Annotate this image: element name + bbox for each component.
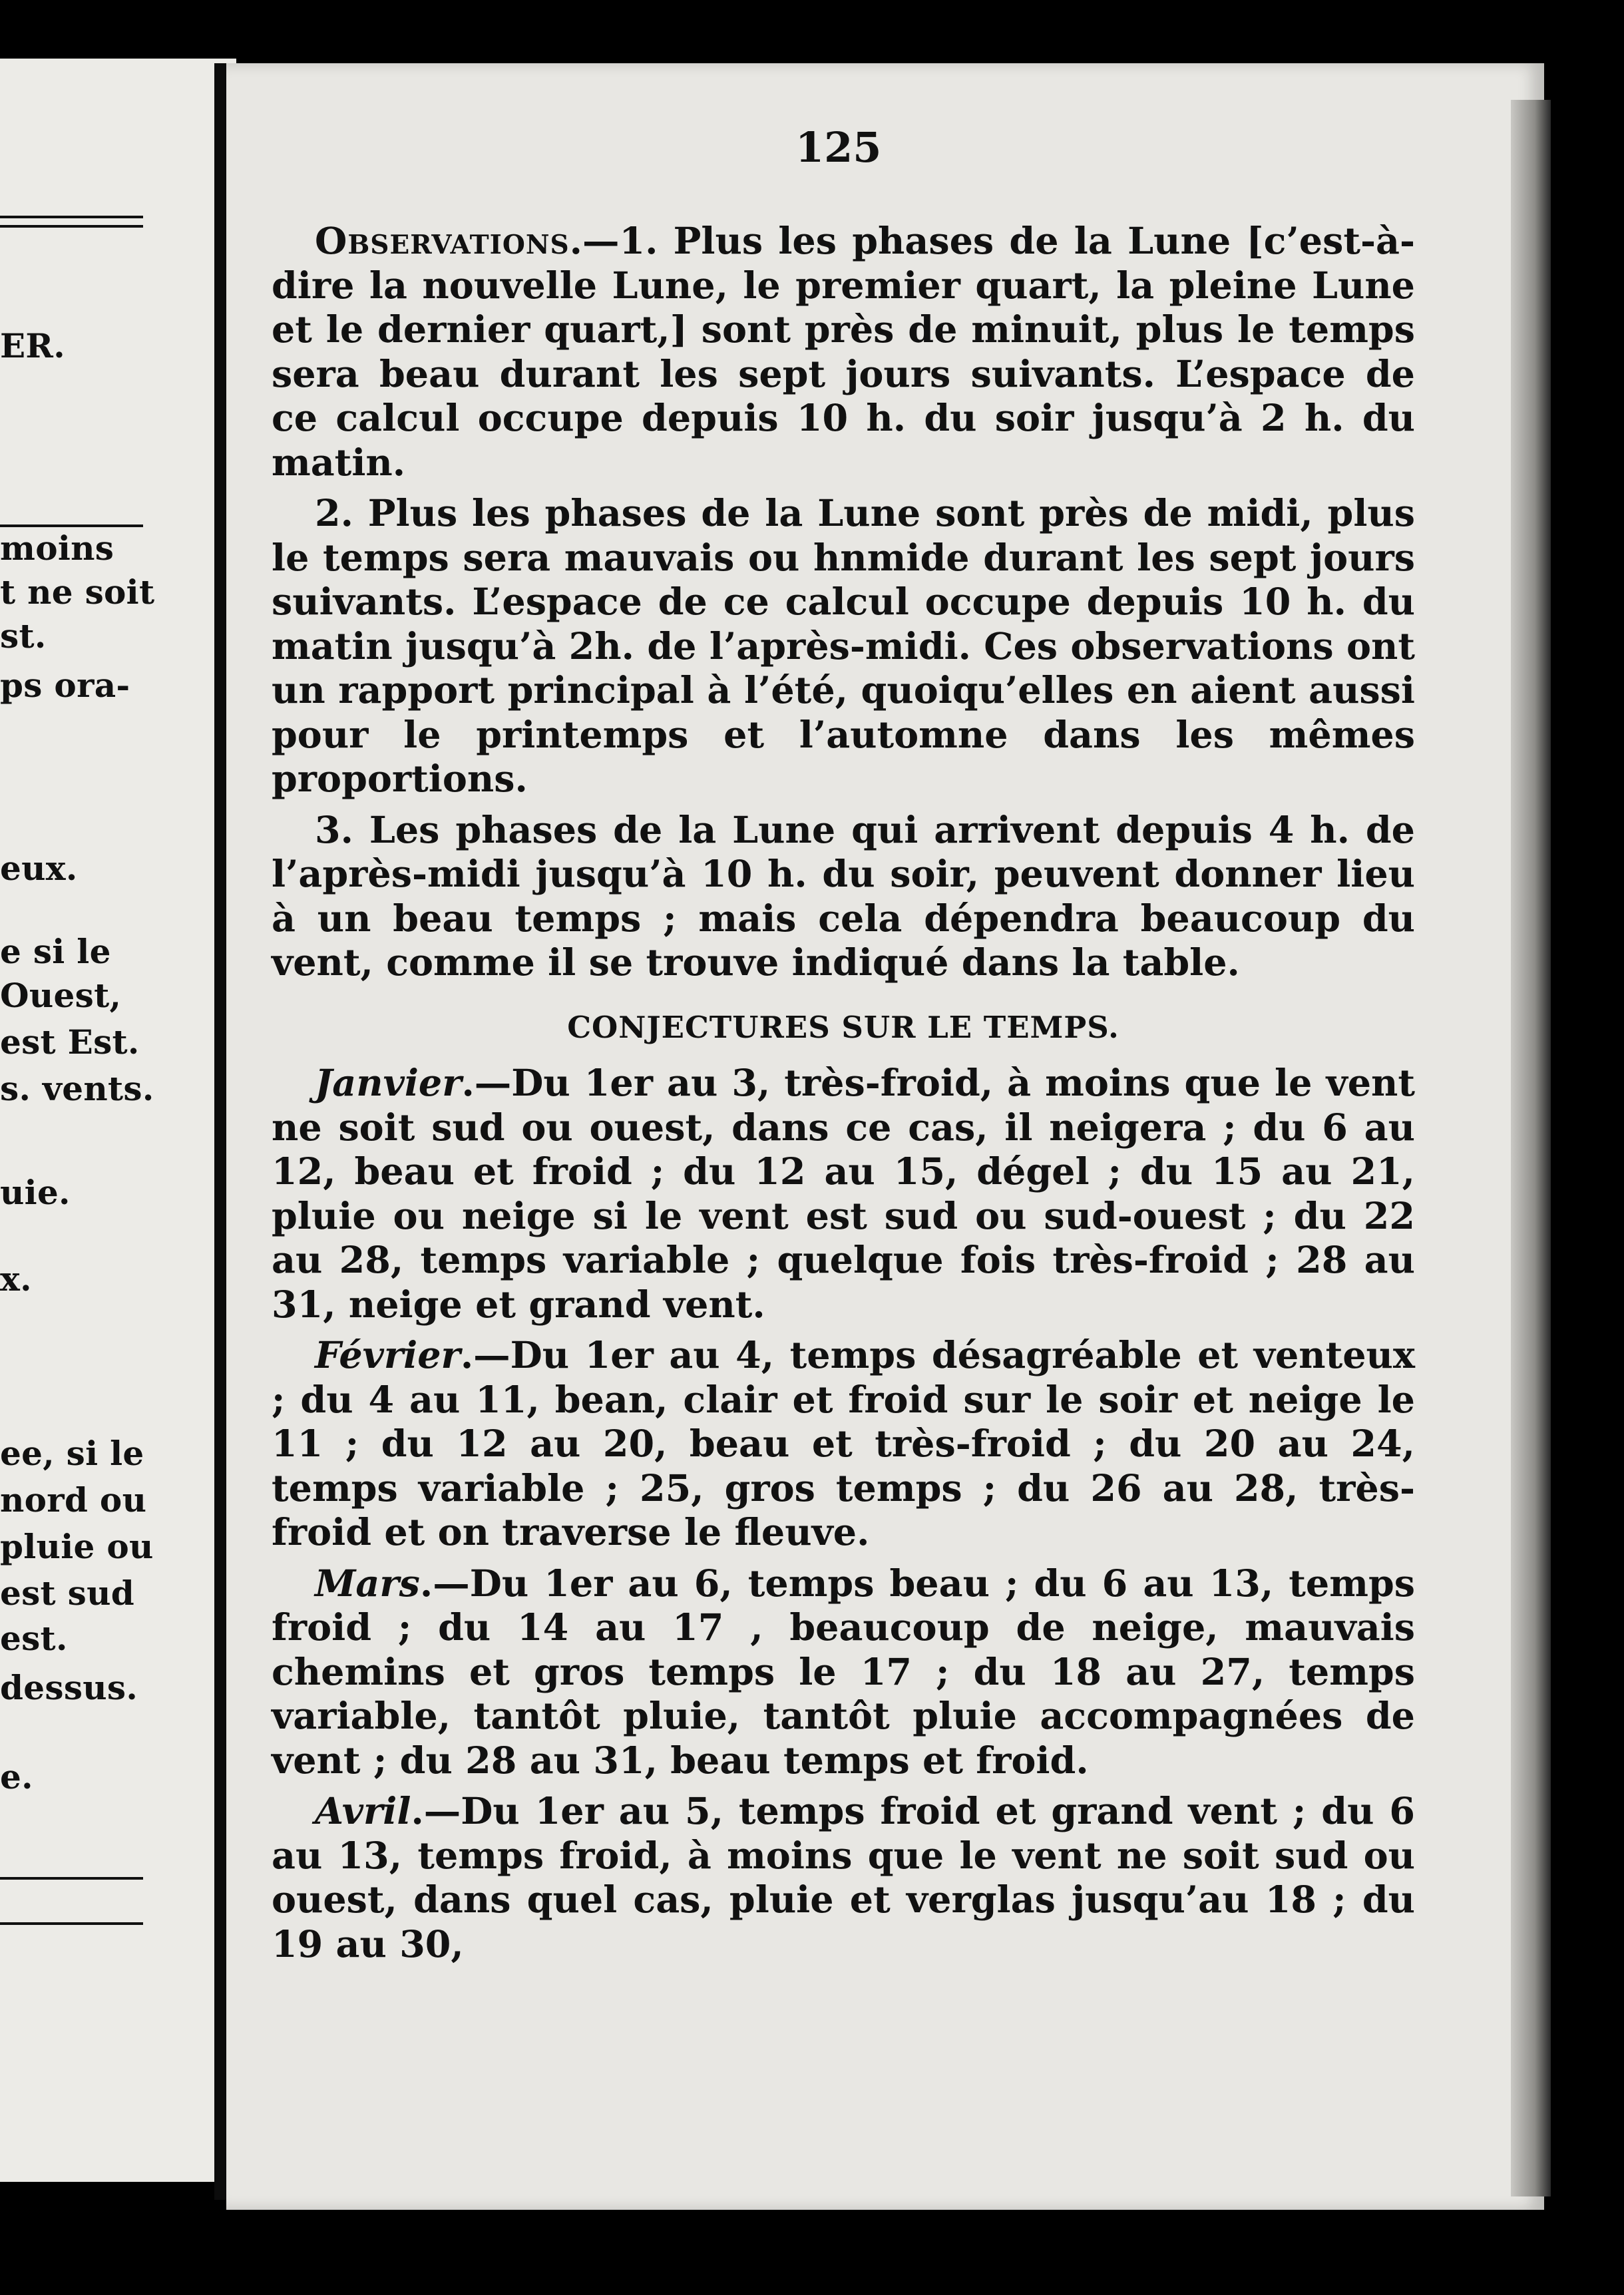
observation-paragraph-2: 2. Plus les phases de la Lune sont près de midi, plus le temps sera mauvais ou hnmide durant les sept jours suivants. L’espace de ce calcul occupe depuis 10 h. du matin jusqu’à 2h. de l’après-midi. Ces observations ont un rapport principal à l’été, quoiqu’elles en aient aussi pour le printemps et l’automne dans les mêmes proportions. [272,492,1415,801]
facing-page-line: ER. [0,326,65,365]
facing-page-line: est sud [0,1573,135,1613]
facing-page-line: st. [0,616,47,656]
facing-page [0,59,236,2182]
page-text [272,220,1415,1967]
month-list [272,1062,1415,1967]
facing-page-line: dessus. [0,1668,138,1707]
facing-page-line: e si le [0,932,111,971]
facing-page-line: est. [0,1619,68,1658]
section-heading: CONJECTURES SUR LE TEMPS. [567,1009,1119,1045]
facing-page-line: nord ou [0,1480,147,1520]
month-name: Janvier [315,1062,462,1105]
month-text: .—Du 1er au 4, temps désagréable et venteux ; du 4 au 11, bean, clair et froid sur le soir et neige le 11 ; du 12 au 20, beau et très-froid ; du 20 au 24, temps variable ; 25, gros temps ; du 26 au 28, très-froid et on traverse le fleuve. [272,1334,1415,1554]
divider [0,1877,143,1880]
divider [0,225,143,228]
facing-page-line: t ne soit [0,572,155,612]
facing-page-line: pluie ou [0,1527,154,1566]
month-text: .—Du 1er au 3, très-froid, à moins que le vent ne soit sud ou ouest, dans ce cas, il neigera ; du 6 au 12, beau et froid ; du 12 au 15, dégel ; du 15 au 21, pluie ou neige si le vent est sud ou sud-ouest ; du 22 au 28, temps variable ; quelque fois très-froid ; 28 au 31, neige et grand vent. [272,1062,1415,1327]
observation-paragraph-1 [272,220,1415,485]
divider [0,1922,143,1925]
facing-page-line: s. vents. [0,1069,154,1108]
facing-page-line: ee, si le [0,1434,144,1473]
month-name: Février [315,1334,461,1377]
month-name: Mars [315,1562,420,1605]
month-name: Avril [315,1790,411,1833]
month-paragraph [272,1790,1415,1967]
facing-page-line: Ouest, [0,976,122,1015]
book-spine [214,63,228,2200]
facing-page-line: est Est. [0,1022,140,1062]
scan-border [0,2210,1624,2295]
month-text: .—Du 1er au 6, temps beau ; du 6 au 13, temps froid ; du 14 au 17 , beaucoup de neige, mauvais chemins et gros temps le 17 ; du 18 au 27, temps variable, tantôt pluie, tantôt pluie accompagnées de vent ; du 28 au 31, beau temps et froid. [272,1562,1415,1782]
month-paragraph [272,1334,1415,1556]
facing-page-line: x. [0,1259,32,1299]
page-edge [1511,100,1551,2196]
month-paragraph [272,1062,1415,1327]
month-paragraph [272,1562,1415,1784]
facing-page-line: moins [0,528,114,568]
page-number: 125 [795,123,882,172]
observation-paragraph-3: 3. Les phases de la Lune qui arrivent depuis 4 h. de l’après-midi jusqu’à 10 h. du soir, peuvent donner lieu à un beau temps ; mais cela dépendra beaucoup du vent, comme il se trouve indiqué dans la table. [272,808,1415,984]
facing-page-line: uie. [0,1173,71,1212]
facing-page-line: eux. [0,849,78,888]
facing-page-line: ps ora- [0,666,130,705]
divider [0,216,143,218]
month-text: .—Du 1er au 5, temps froid et grand vent ; du 6 au 13, temps froid, à moins que le vent ne soit sud ou ouest, dans quel cas, pluie et verglas jusqu’au 18 ; du 19 au 30, [272,1790,1415,1966]
observations-label: Observations [315,220,570,263]
observation-1-text: .—1. Plus les phases de la Lune [c’est-à-dire la nouvelle Lune, le premier quart, la pleine Lune et le dernier quart,] sont près de minuit, plus le temps sera beau durant les sept jours suivants. L’espace de ce calcul occupe depuis 10 h. du soir jusqu’à 2 h. du matin. [272,220,1415,485]
facing-page-line: e. [0,1757,33,1796]
